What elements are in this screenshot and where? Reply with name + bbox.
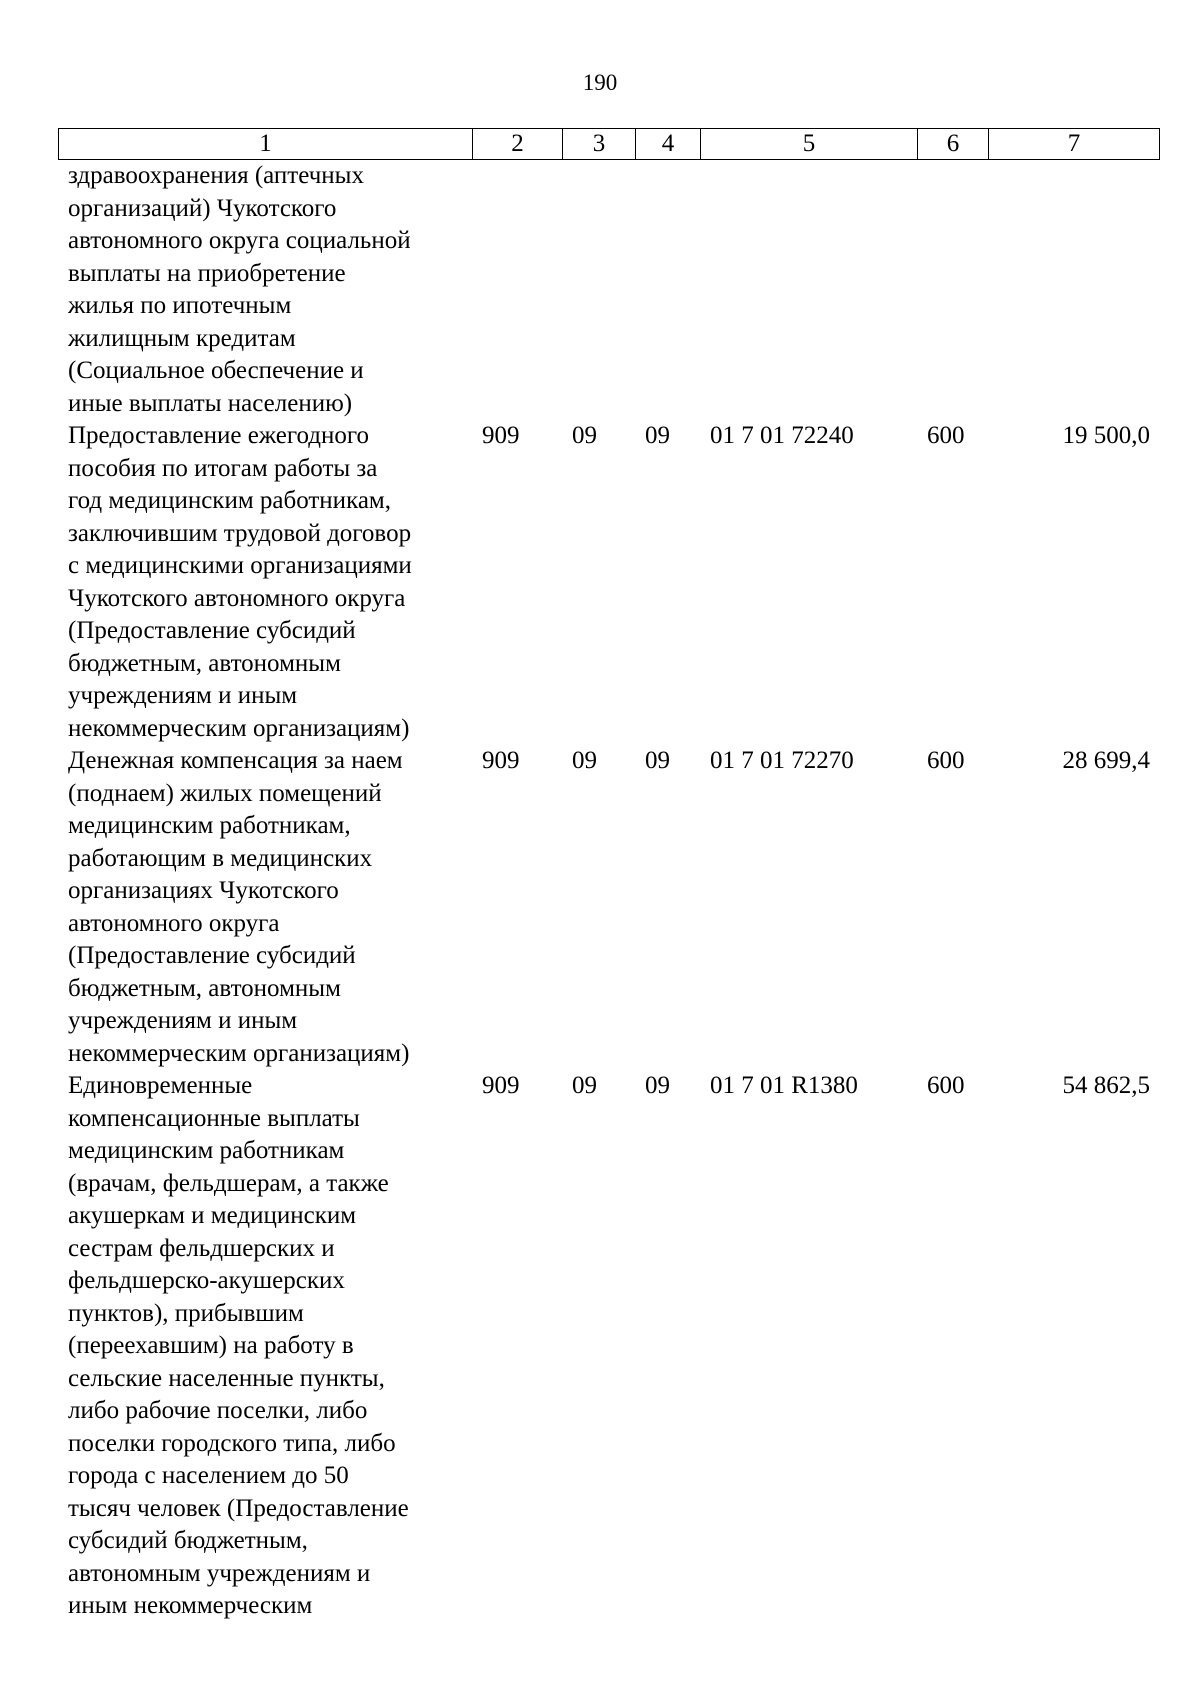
header-col-6: 6 bbox=[918, 129, 989, 159]
row-section-code: 09 bbox=[572, 422, 597, 449]
row-description: здравоохранения (аптечных организаций) Чукотского автономного округа социальной выплаты на приобретение жилья по ипотечным жилищным кредитам (Социальное обеспечение и иные выплаты населению) bbox=[68, 162, 411, 417]
row-subsection-code bbox=[635, 160, 700, 420]
row-subsection-code: 09 bbox=[645, 747, 670, 774]
row-ministry-code bbox=[472, 160, 562, 420]
row-section-code: 09 bbox=[572, 1072, 597, 1099]
row-amount: 28 699,4 bbox=[1062, 747, 1150, 774]
row-target-article bbox=[700, 160, 917, 420]
table-row bbox=[58, 420, 1160, 745]
row-amount: 54 862,5 bbox=[1062, 1072, 1150, 1099]
row-ministry-code: 909 bbox=[482, 422, 520, 449]
row-expense-type bbox=[917, 160, 988, 420]
row-ministry-code: 909 bbox=[482, 1072, 520, 1099]
table-header bbox=[58, 128, 1160, 160]
row-expense-type: 600 bbox=[927, 422, 965, 449]
row-ministry-code: 909 bbox=[482, 747, 520, 774]
header-col-7: 7 bbox=[1067, 130, 1081, 157]
table-body bbox=[58, 160, 1160, 1623]
header-col-1: 1 bbox=[59, 129, 473, 159]
row-amount bbox=[988, 160, 1160, 420]
table-row bbox=[58, 160, 1160, 420]
row-description: Единовременные компенсационные выплаты медицинским работникам (врачам, фельдшерам, а также акушеркам и медицинским сестрам фельдшерских и фельдшерско-акушерских пунктов), прибывшим (переехавшим) на работу в сельские населенные пункты, либо рабочие поселки, либо поселки городского типа, либо города с населением до 50 тысяч человек (Предоставление субсидий бюджетным, автономным учреждениям и иным некоммерческим bbox=[68, 1072, 409, 1619]
row-target-article: 01 7 01 R1380 bbox=[710, 1072, 858, 1099]
row-description: Предоставление ежегодного пособия по итогам работы за год медицинским работникам, заключившим трудовой договор с медицинскими организациями Чукотского автономного округа (Предоставление субсидий бюджетным, автономным учреждениям и иным некоммерческим организациям) bbox=[68, 422, 412, 742]
row-target-article: 01 7 01 72240 bbox=[710, 422, 854, 449]
row-section-code: 09 bbox=[572, 747, 597, 774]
table-row bbox=[58, 1070, 1160, 1623]
header-col-5: 5 bbox=[701, 129, 918, 159]
row-description: Денежная компенсация за наем (поднаем) жилых помещений медицинским работникам, работающим в медицинских организациях Чукотского автономного округа (Предоставление субсидий бюджетным, автономным учреждениям и иным некоммерческим организациям) bbox=[68, 747, 410, 1067]
row-expense-type: 600 bbox=[927, 1072, 965, 1099]
row-subsection-code: 09 bbox=[645, 1072, 670, 1099]
table-row bbox=[58, 745, 1160, 1070]
row-subsection-code: 09 bbox=[645, 422, 670, 449]
row-amount: 19 500,0 bbox=[1062, 422, 1150, 449]
row-target-article: 01 7 01 72270 bbox=[710, 747, 854, 774]
header-col-3: 3 bbox=[563, 129, 636, 159]
row-section-code bbox=[562, 160, 635, 420]
page-number: 190 bbox=[582, 70, 618, 95]
row-expense-type: 600 bbox=[927, 747, 965, 774]
header-col-4: 4 bbox=[636, 129, 701, 159]
header-col-2: 2 bbox=[473, 129, 563, 159]
